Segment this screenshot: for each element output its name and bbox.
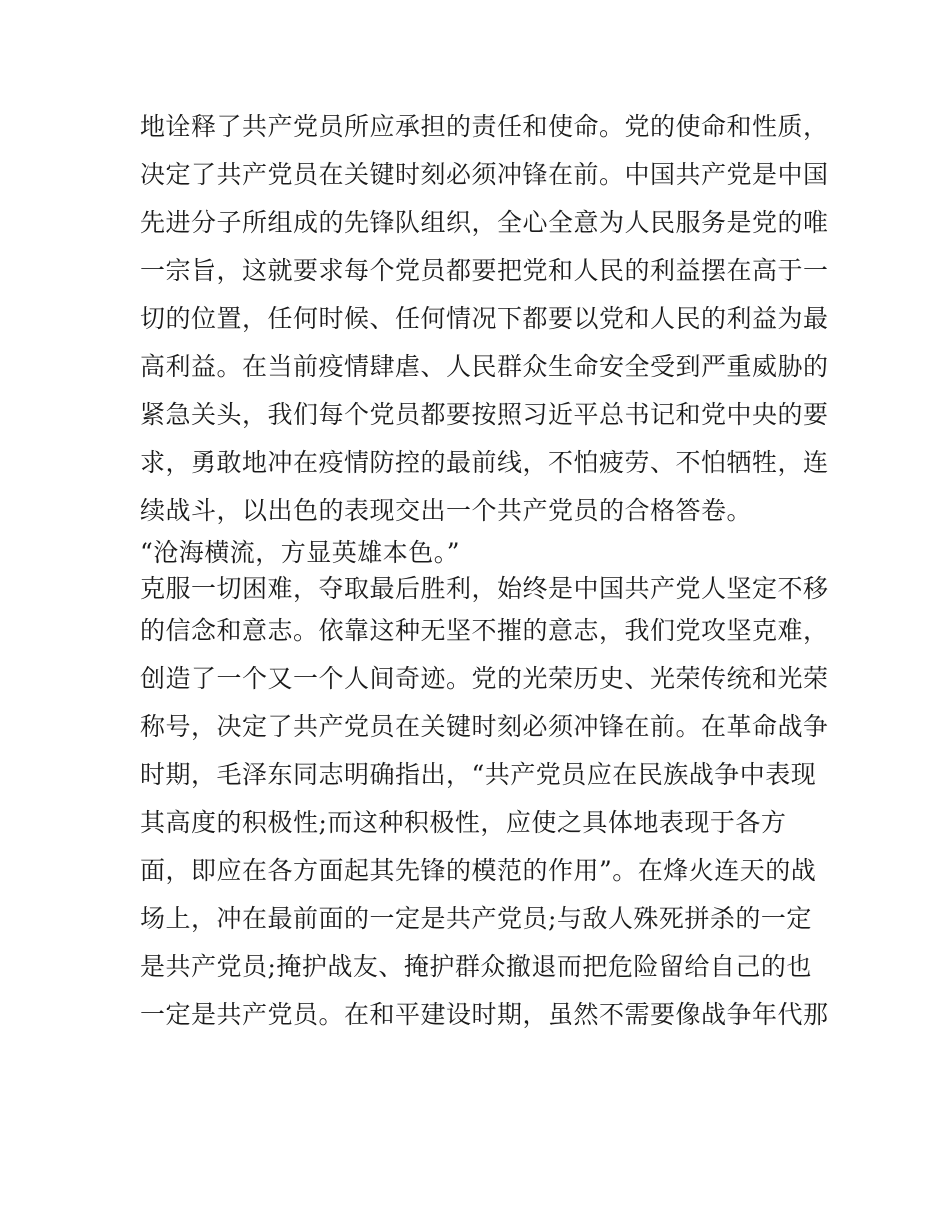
text-line: 其高度的积极性;而这种积极性，应使之具体地表现于各方 — [140, 808, 787, 837]
text-line: 创造了一个又一个人间奇迹。党的光荣历史、光荣传统和光荣 — [140, 664, 829, 693]
text-line: 时期，毛泽东同志明确指出，“共产党员应在民族战争中表现 — [140, 760, 817, 789]
text-line: 一定是共产党员。在和平建设时期，虽然不需要像战争年代那 — [140, 1000, 829, 1029]
text-line: 地诠释了共产党员所应承担的责任和使命。党的使命和性质， — [140, 112, 829, 141]
text-line: 面，即应在各方面起其先锋的模范的作用”。在烽火连天的战 — [140, 856, 817, 885]
text-line: 续战斗，以出色的表现交出一个共产党员的合格答卷。 — [140, 496, 753, 525]
body-text — [140, 103, 829, 1039]
text-line: 紧急关头，我们每个党员都要按照习近平总书记和党中央的要 — [140, 400, 829, 429]
text-line: 先进分子所组成的先锋队组织，全心全意为人民服务是党的唯 — [140, 208, 829, 237]
text-line: 克服一切困难，夺取最后胜利，始终是中国共产党人坚定不移 — [140, 574, 829, 603]
text-line: 是共产党员;掩护战友、掩护群众撤退而把危险留给自己的也 — [140, 952, 812, 981]
text-line: 称号，决定了共产党员在关键时刻必须冲锋在前。在革命战争 — [140, 712, 829, 741]
text-line: 的信念和意志。依靠这种无坚不摧的意志，我们党攻坚克难， — [140, 616, 829, 645]
quote-heading: “沧海横流，方显英雄本色。” — [140, 538, 461, 567]
text-line: 场上，冲在最前面的一定是共产党员;与敌人殊死拼杀的一定 — [140, 904, 812, 933]
text-line: 高利益。在当前疫情肆虐、人民群众生命安全受到严重威胁的 — [140, 352, 829, 381]
text-line: 决定了共产党员在关键时刻必须冲锋在前。中国共产党是中国 — [140, 160, 829, 189]
text-line: 切的位置，任何时候、任何情况下都要以党和人民的利益为最 — [140, 304, 829, 333]
text-line: 一宗旨，这就要求每个党员都要把党和人民的利益摆在高于一 — [140, 256, 829, 285]
text-line: 求，勇敢地冲在疫情防控的最前线，不怕疲劳、不怕牺牲，连 — [140, 448, 829, 477]
